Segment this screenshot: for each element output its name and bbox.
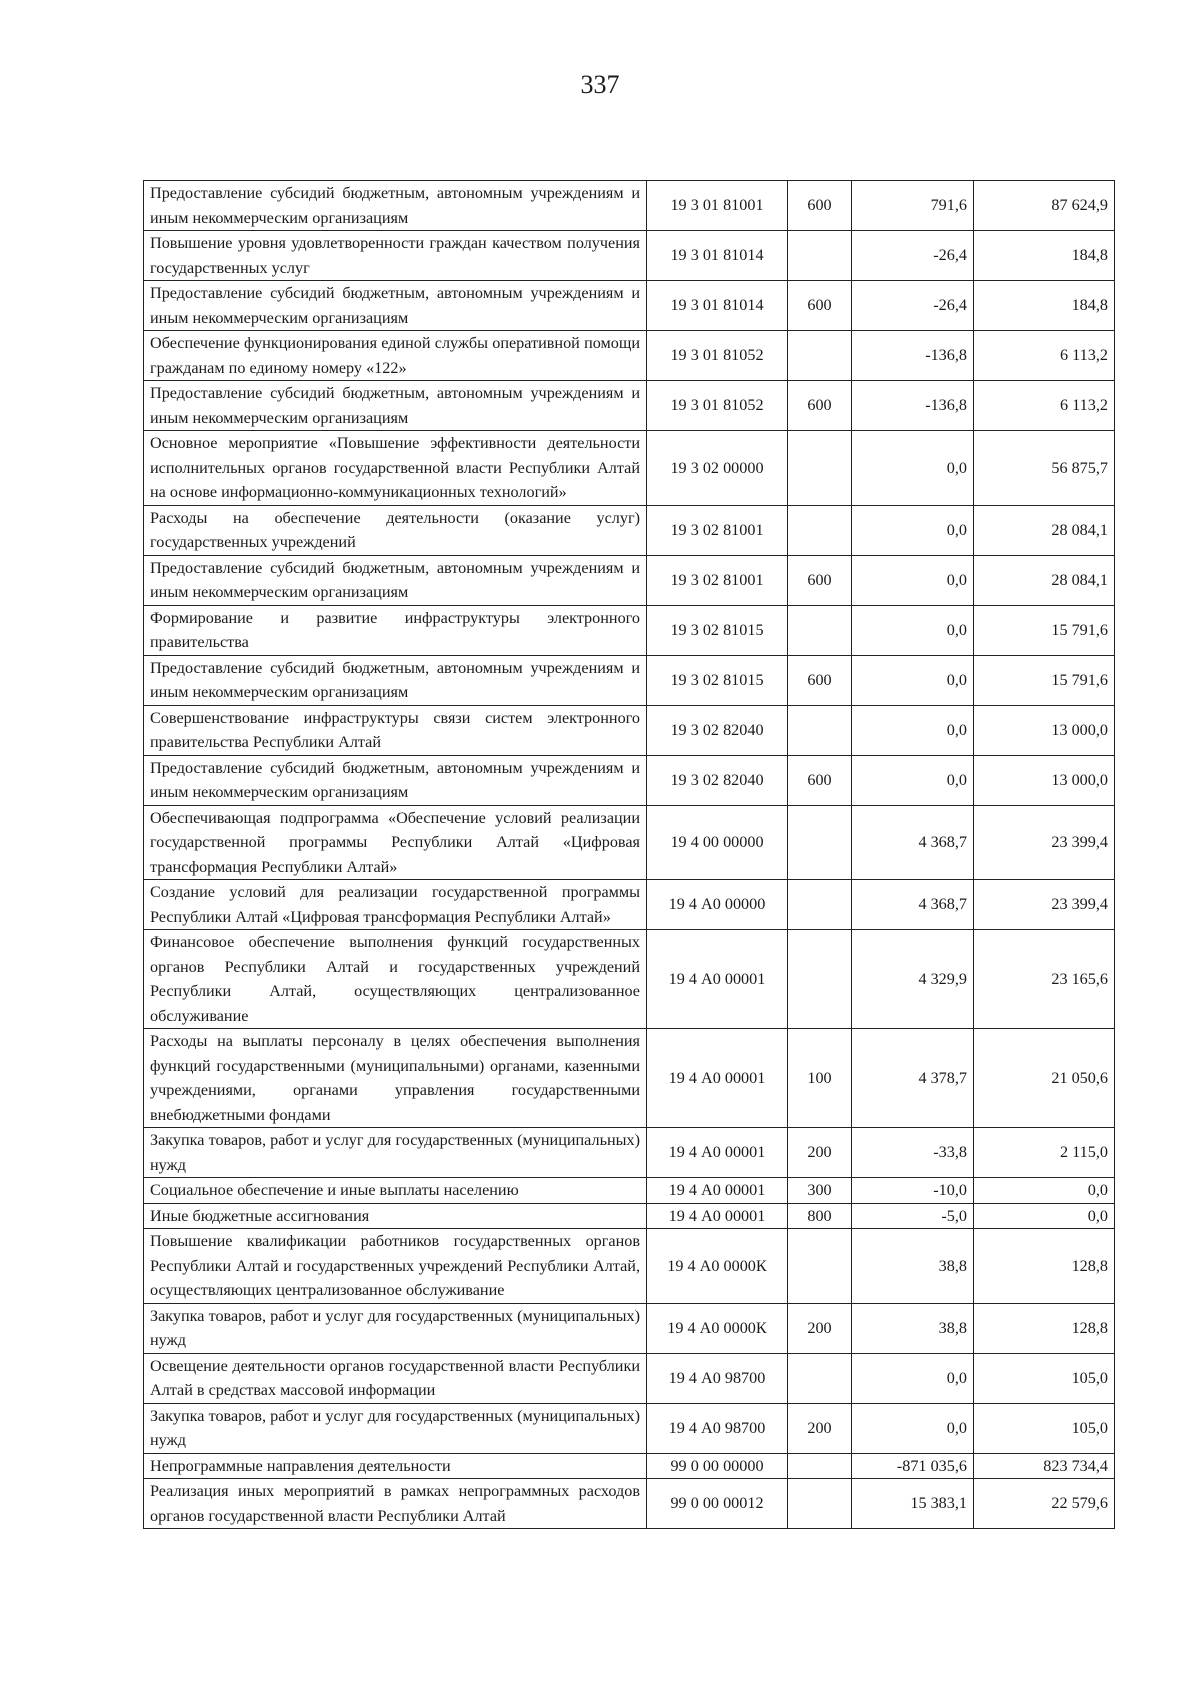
row-expense-type-cell: 200 <box>788 1128 852 1178</box>
row-amount-total-cell: 0,0 <box>974 1178 1115 1204</box>
row-name-cell: Предоставление субсидий бюджетным, автономным учреждениям и иным некоммерческим организациям <box>144 281 647 331</box>
row-amount-change-cell: -136,8 <box>852 331 974 381</box>
row-amount-total-cell: 6 113,2 <box>974 331 1115 381</box>
row-code-cell: 19 4 А0 98700 <box>647 1353 788 1403</box>
row-amount-change-cell: -5,0 <box>852 1203 974 1229</box>
table-row <box>144 755 1115 805</box>
row-amount-total-cell: 87 624,9 <box>974 181 1115 231</box>
row-code-cell: 19 3 02 81001 <box>647 555 788 605</box>
row-amount-total-cell: 22 579,6 <box>974 1479 1115 1529</box>
row-expense-type-cell: 600 <box>788 555 852 605</box>
table-row <box>144 1303 1115 1353</box>
row-name-cell: Повышение уровня удовлетворенности граждан качеством получения государственных услуг <box>144 231 647 281</box>
row-amount-total-cell: 823 734,4 <box>974 1453 1115 1479</box>
row-amount-total-cell: 0,0 <box>974 1203 1115 1229</box>
row-expense-type-cell <box>788 880 852 930</box>
row-amount-total-cell: 184,8 <box>974 281 1115 331</box>
row-code-cell: 19 3 01 81052 <box>647 381 788 431</box>
row-expense-type-cell: 200 <box>788 1403 852 1453</box>
row-code-cell: 19 3 02 00000 <box>647 431 788 506</box>
row-expense-type-cell <box>788 1453 852 1479</box>
row-code-cell: 19 4 А0 00001 <box>647 1029 788 1128</box>
table-row <box>144 381 1115 431</box>
row-expense-type-cell <box>788 1479 852 1529</box>
row-name-cell: Предоставление субсидий бюджетным, автономным учреждениям и иным некоммерческим организациям <box>144 181 647 231</box>
row-code-cell: 99 0 00 00000 <box>647 1453 788 1479</box>
row-amount-total-cell: 21 050,6 <box>974 1029 1115 1128</box>
table-row <box>144 655 1115 705</box>
row-name-cell: Обеспечение функционирования единой службы оперативной помощи гражданам по единому номеру «122» <box>144 331 647 381</box>
table-row <box>144 1453 1115 1479</box>
row-amount-change-cell: -26,4 <box>852 281 974 331</box>
row-code-cell: 99 0 00 00012 <box>647 1479 788 1529</box>
row-amount-change-cell: -871 035,6 <box>852 1453 974 1479</box>
row-expense-type-cell <box>788 605 852 655</box>
table-row <box>144 181 1115 231</box>
table-row <box>144 1353 1115 1403</box>
row-amount-total-cell: 105,0 <box>974 1403 1115 1453</box>
row-amount-change-cell: 38,8 <box>852 1229 974 1304</box>
row-amount-change-cell: 4 329,9 <box>852 930 974 1029</box>
row-amount-change-cell: 4 378,7 <box>852 1029 974 1128</box>
row-expense-type-cell: 600 <box>788 381 852 431</box>
row-amount-change-cell: 38,8 <box>852 1303 974 1353</box>
row-code-cell: 19 4 А0 00001 <box>647 930 788 1029</box>
row-code-cell: 19 4 А0 00000 <box>647 880 788 930</box>
table-row <box>144 1029 1115 1128</box>
table-row <box>144 281 1115 331</box>
row-expense-type-cell: 600 <box>788 181 852 231</box>
row-name-cell: Создание условий для реализации государственной программы Республики Алтай «Цифровая трансформация Республики Алтай» <box>144 880 647 930</box>
table-row <box>144 1128 1115 1178</box>
row-code-cell: 19 3 02 82040 <box>647 755 788 805</box>
row-amount-total-cell: 28 084,1 <box>974 555 1115 605</box>
row-name-cell: Закупка товаров, работ и услуг для государственных (муниципальных) нужд <box>144 1128 647 1178</box>
row-expense-type-cell: 800 <box>788 1203 852 1229</box>
row-name-cell: Непрограммные направления деятельности <box>144 1453 647 1479</box>
table-row <box>144 505 1115 555</box>
row-expense-type-cell <box>788 805 852 880</box>
row-name-cell: Обеспечивающая подпрограмма «Обеспечение условий реализации государственной программы Республики Алтай «Цифровая трансформация Республики Алтай» <box>144 805 647 880</box>
row-expense-type-cell <box>788 930 852 1029</box>
row-amount-change-cell: 4 368,7 <box>852 805 974 880</box>
row-name-cell: Расходы на выплаты персоналу в целях обеспечения выполнения функций государственными (муниципальными) органами, казенными учреждениями, органами управления государственными внебюджетными фондами <box>144 1029 647 1128</box>
row-code-cell: 19 3 01 81014 <box>647 281 788 331</box>
row-name-cell: Закупка товаров, работ и услуг для государственных (муниципальных) нужд <box>144 1303 647 1353</box>
row-expense-type-cell: 100 <box>788 1029 852 1128</box>
table-row <box>144 930 1115 1029</box>
table-row <box>144 1479 1115 1529</box>
row-name-cell: Предоставление субсидий бюджетным, автономным учреждениям и иным некоммерческим организациям <box>144 381 647 431</box>
row-amount-total-cell: 128,8 <box>974 1229 1115 1304</box>
row-amount-change-cell: 0,0 <box>852 1403 974 1453</box>
row-amount-change-cell: 791,6 <box>852 181 974 231</box>
row-expense-type-cell <box>788 231 852 281</box>
page-number: 337 <box>580 70 620 99</box>
row-name-cell: Повышение квалификации работников государственных органов Республики Алтай и государственных учреждений Республики Алтай, осуществляющих централизованное обслуживание <box>144 1229 647 1304</box>
row-expense-type-cell <box>788 1229 852 1304</box>
row-name-cell: Предоставление субсидий бюджетным, автономным учреждениям и иным некоммерческим организациям <box>144 755 647 805</box>
row-code-cell: 19 3 01 81052 <box>647 331 788 381</box>
row-code-cell: 19 3 01 81014 <box>647 231 788 281</box>
row-expense-type-cell <box>788 331 852 381</box>
budget-table <box>143 180 1115 1529</box>
row-amount-change-cell: 0,0 <box>852 1353 974 1403</box>
row-amount-change-cell: 0,0 <box>852 705 974 755</box>
row-expense-type-cell: 600 <box>788 655 852 705</box>
row-expense-type-cell: 600 <box>788 755 852 805</box>
row-expense-type-cell: 200 <box>788 1303 852 1353</box>
row-amount-change-cell: -10,0 <box>852 1178 974 1204</box>
row-code-cell: 19 4 А0 0000К <box>647 1303 788 1353</box>
table-row <box>144 705 1115 755</box>
row-expense-type-cell: 600 <box>788 281 852 331</box>
table-row <box>144 1403 1115 1453</box>
row-expense-type-cell <box>788 431 852 506</box>
row-amount-total-cell: 128,8 <box>974 1303 1115 1353</box>
row-amount-change-cell: -136,8 <box>852 381 974 431</box>
table-row <box>144 231 1115 281</box>
row-amount-total-cell: 23 165,6 <box>974 930 1115 1029</box>
row-amount-total-cell: 15 791,6 <box>974 655 1115 705</box>
row-code-cell: 19 4 А0 00001 <box>647 1178 788 1204</box>
row-name-cell: Социальное обеспечение и иные выплаты населению <box>144 1178 647 1204</box>
row-code-cell: 19 3 02 82040 <box>647 705 788 755</box>
row-amount-change-cell: 15 383,1 <box>852 1479 974 1529</box>
table-row <box>144 1178 1115 1204</box>
row-expense-type-cell <box>788 705 852 755</box>
budget-table-body <box>144 181 1115 1529</box>
row-expense-type-cell <box>788 505 852 555</box>
row-name-cell: Иные бюджетные ассигнования <box>144 1203 647 1229</box>
row-amount-total-cell: 6 113,2 <box>974 381 1115 431</box>
row-name-cell: Реализация иных мероприятий в рамках непрограммных расходов органов государственной власти Республики Алтай <box>144 1479 647 1529</box>
row-amount-change-cell: 0,0 <box>852 431 974 506</box>
row-amount-change-cell: 0,0 <box>852 605 974 655</box>
row-amount-change-cell: 0,0 <box>852 555 974 605</box>
table-row <box>144 1229 1115 1304</box>
row-amount-total-cell: 184,8 <box>974 231 1115 281</box>
table-row <box>144 805 1115 880</box>
row-amount-total-cell: 105,0 <box>974 1353 1115 1403</box>
row-name-cell: Предоставление субсидий бюджетным, автономным учреждениям и иным некоммерческим организациям <box>144 655 647 705</box>
row-amount-change-cell: -26,4 <box>852 231 974 281</box>
row-amount-total-cell: 56 875,7 <box>974 431 1115 506</box>
row-amount-change-cell: 0,0 <box>852 755 974 805</box>
row-code-cell: 19 4 А0 98700 <box>647 1403 788 1453</box>
row-amount-total-cell: 13 000,0 <box>974 755 1115 805</box>
row-code-cell: 19 4 А0 00001 <box>647 1203 788 1229</box>
row-name-cell: Формирование и развитие инфраструктуры электронного правительства <box>144 605 647 655</box>
row-amount-total-cell: 23 399,4 <box>974 880 1115 930</box>
row-code-cell: 19 4 А0 00001 <box>647 1128 788 1178</box>
row-amount-total-cell: 28 084,1 <box>974 505 1115 555</box>
row-name-cell: Закупка товаров, работ и услуг для государственных (муниципальных) нужд <box>144 1403 647 1453</box>
row-code-cell: 19 3 02 81015 <box>647 655 788 705</box>
row-amount-total-cell: 15 791,6 <box>974 605 1115 655</box>
row-expense-type-cell: 300 <box>788 1178 852 1204</box>
row-expense-type-cell <box>788 1353 852 1403</box>
table-row <box>144 331 1115 381</box>
table-row <box>144 880 1115 930</box>
table-row <box>144 431 1115 506</box>
row-name-cell: Предоставление субсидий бюджетным, автономным учреждениям и иным некоммерческим организациям <box>144 555 647 605</box>
row-amount-total-cell: 23 399,4 <box>974 805 1115 880</box>
row-code-cell: 19 3 02 81015 <box>647 605 788 655</box>
row-amount-total-cell: 2 115,0 <box>974 1128 1115 1178</box>
row-name-cell: Финансовое обеспечение выполнения функций государственных органов Республики Алтай и государственных учреждений Республики Алтай, осуществляющих централизованное обслуживание <box>144 930 647 1029</box>
row-name-cell: Расходы на обеспечение деятельности (оказание услуг) государственных учреждений <box>144 505 647 555</box>
row-code-cell: 19 3 01 81001 <box>647 181 788 231</box>
row-code-cell: 19 4 00 00000 <box>647 805 788 880</box>
row-amount-change-cell: 0,0 <box>852 505 974 555</box>
row-name-cell: Основное мероприятие «Повышение эффективности деятельности исполнительных органов государственной власти Республики Алтай на основе информационно-коммуникационных технологий» <box>144 431 647 506</box>
row-name-cell: Освещение деятельности органов государственной власти Республики Алтай в средствах массовой информации <box>144 1353 647 1403</box>
table-row <box>144 1203 1115 1229</box>
row-amount-change-cell: -33,8 <box>852 1128 974 1178</box>
table-row <box>144 605 1115 655</box>
row-name-cell: Совершенствование инфраструктуры связи систем электронного правительства Республики Алтай <box>144 705 647 755</box>
table-row <box>144 555 1115 605</box>
row-code-cell: 19 4 А0 0000К <box>647 1229 788 1304</box>
row-code-cell: 19 3 02 81001 <box>647 505 788 555</box>
row-amount-change-cell: 0,0 <box>852 655 974 705</box>
row-amount-change-cell: 4 368,7 <box>852 880 974 930</box>
row-amount-total-cell: 13 000,0 <box>974 705 1115 755</box>
